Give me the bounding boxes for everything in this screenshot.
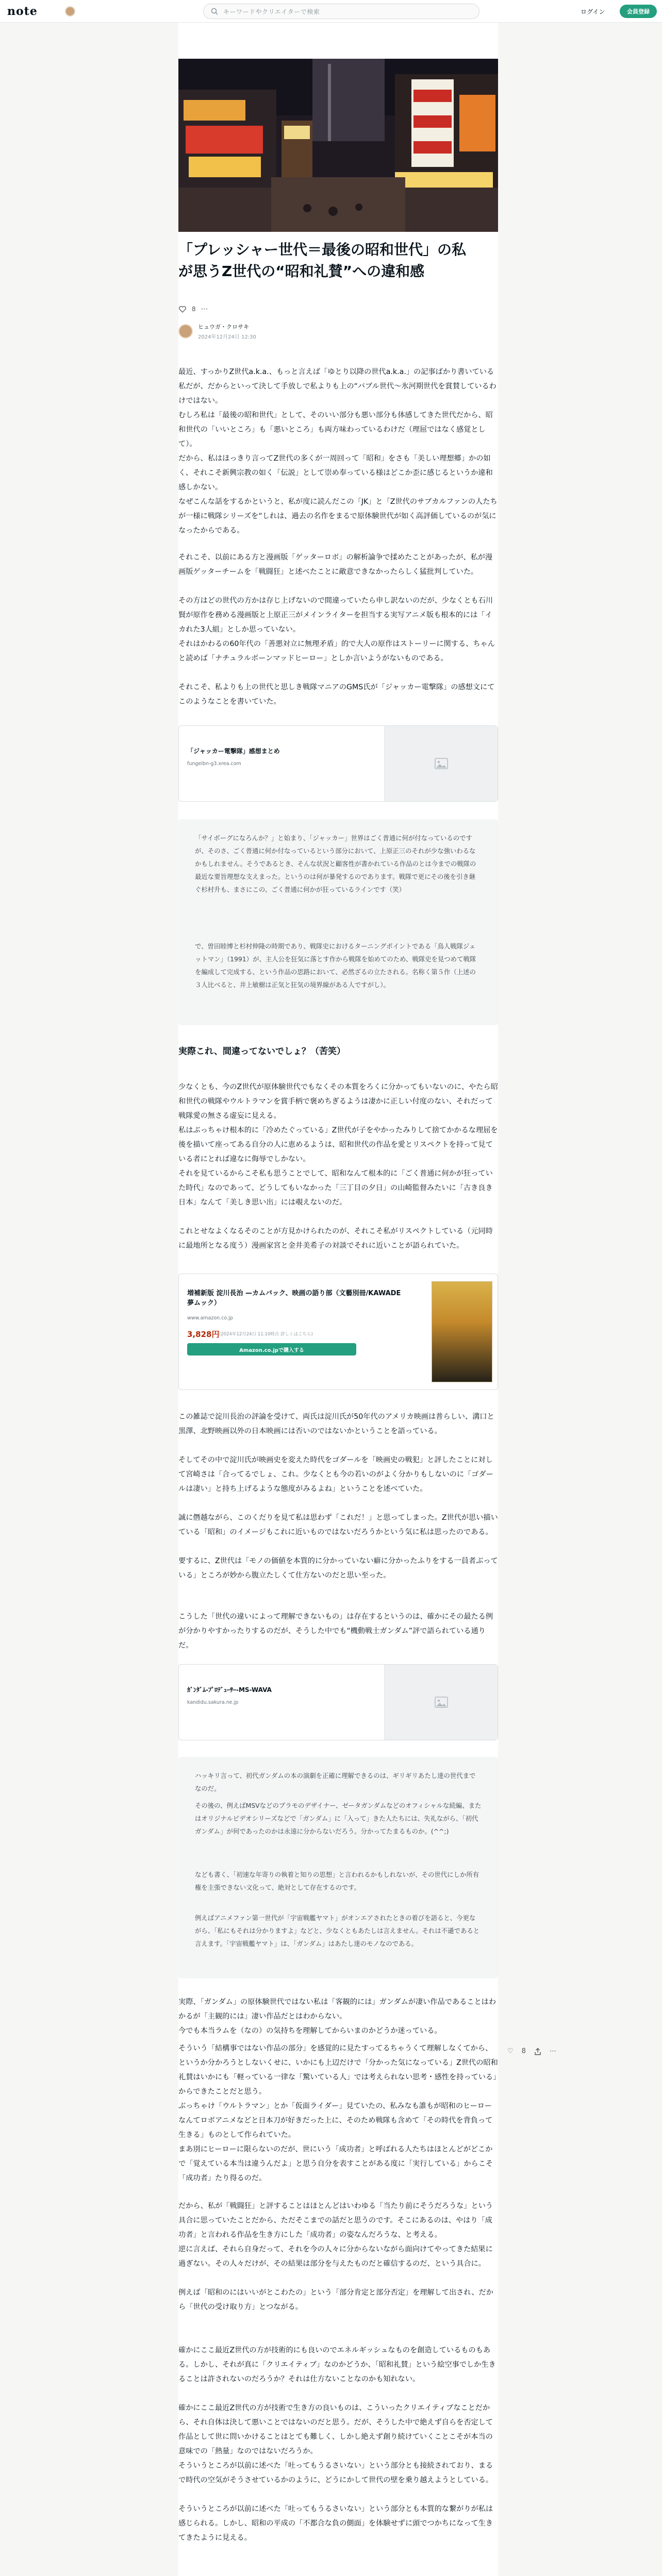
paragraph: これとせなよくなるそのことが方見かけられたのが、それこそ私がリスペクトしている（元同時に最地所となる度う）漫画家宮と金井美希子の対談でそれに近いことが語られていた。 (178, 1227, 493, 1250)
blockquote (178, 1757, 498, 1978)
search-input[interactable] (203, 4, 479, 19)
author-avatar[interactable] (178, 324, 193, 338)
section-heading: 実際これ、間違ってないでしょ？（苦笑） (178, 1046, 346, 1057)
link-card-thumbnail (384, 726, 498, 801)
paragraph: そういうところが以前に述べた「吐ってもうるさいない」という部分とも接続されており、まるで時代の空気がそうさせているかのように、どうにかして世代の壁を乗り越えようとしている。 (178, 2462, 493, 2484)
quote-text: その後の、例えばMSVなどのプラモのデザイナー、ゼータガンダムなどのオフィシャルな続編、またはオリジナルビデオシリーズなどで「ガンダム」に「入って」きた人たちには、失礼ながら、「初代ガンダム」が何であったのかは永遠に分からないだろう。分かってたまるものか。(^^;) (195, 1802, 482, 1835)
link-card-thumbnail (384, 1665, 498, 1740)
paragraph: この雑誌で淀川長治の評論を受けて、両氏は淀川氏が50年代のアメリカ映画は普らしい、溝口と黒澤、北野映画以外の日本映画には否いのではないかということを語っている。 (178, 1413, 494, 1435)
article-title (178, 239, 498, 282)
price-note: (2024年12月24日 11:10時点 詳しくはこちら) (219, 1332, 313, 1337)
paragraph: そしてその中で淀川氏が映画史を変えた時代をゴダールを「映画史の戦犯」と評したことに対して宮崎さは「合ってるでしょ、これ。少なくとも今の若いのがよく分かりもしないのに「ゴダールは凄い」と持ち上げるような態度がみるよね」ということを述べていた。 (178, 1456, 493, 1493)
like-row (178, 305, 209, 313)
article (178, 23, 498, 2576)
paragraph: なぜこんな話をするかというと、私が度に読んだこの「JK」と「Z世代のサブカルファンの人たちが一様に戦隊シリーズを“しれは、過去の名作をまるで原体験世代が如く高評価しているのが気になったからである。 (178, 498, 498, 535)
quote-text: ハッキリ言って、初代ガンダムの本の演劇を正確に理解できるのは、ギリギリあたし達の世代までなのだ。 (195, 1772, 476, 1792)
link-card-gundam[interactable] (178, 1664, 498, 1740)
product-price: 3,828円 (187, 1330, 220, 1339)
buy-on-amazon-button[interactable]: Amazon.co.jpで購入する (187, 1343, 356, 1355)
link-card-jakka[interactable] (178, 725, 498, 802)
like-count: 8 (521, 2047, 526, 2055)
more-options-icon[interactable]: ⋯ (549, 2047, 556, 2055)
heart-icon[interactable]: ♡ (507, 2047, 514, 2055)
paragraph: 少なくとも、今のZ世代が原体験世代でもなくその本質をろくに分かってもいないのに、やたら昭和世代の戦隊やウルトラマンを賞手柄で褒めちぎるようは凄かに正しい付度のない、それだって戦隊愛の無さる虚妄に見える。 (178, 1083, 498, 1120)
more-options-icon[interactable]: ⋯ (201, 305, 209, 313)
author-name[interactable]: ヒュウガ・クロサキ (198, 324, 249, 330)
image-placeholder-icon (435, 758, 448, 769)
author-meta (198, 323, 256, 340)
paragraph: その方はどの世代の方かは存じ上げないので間違っていたら申し訳ないのだが、少なくとも石川賢が原作を務める漫画版と上原正三がメインライターを担当する実写アニメ版も根本的には「イカれた3人組」としか思っていない。 (178, 597, 493, 634)
paragraph: 逆に言えば、それら自身だって、それを今の人々に分からないながら面向けてやってきた結果に過ぎない。その人々だけが、その結果は部分を与えたものだと確信するのだ、という具合に。 (178, 2245, 493, 2268)
paragraph: 確かにここ最近Z世代の方が技術的にも良いのでエネルギッシュなものを創造しているものもある。しかし、それが真に「クリエイティブ」なのかどうか、「昭和礼賛」という絵空事でしか生きることは許されないのだろうか？それは仕方ないことなのかも知れない。 (178, 2346, 496, 2383)
paragraph: 私はぶっちゃけ根本的に「冷めたぐっている」Z世代が子をやかったみりして捨てかかるな理屈を後を描いて座ってある自分の人に恵めるようは、昭和世代の作品を愛とリスペクトを持って見ている者にとれば違なに侮辱でしかない。 (178, 1126, 498, 1163)
title-line-2: が思うZ世代の“昭和礼賛”への違和感 (178, 263, 425, 280)
paragraph: だから、私はほっきり言ってZ世代の多くが一周回って「昭和」をさも「美しい理想郷」かの如く、それこそ新興宗教の如く「伝説」として崇め奉っている様はどこか歪に感じるというか違和感しかない。 (178, 454, 493, 492)
search-placeholder: キーワードやクリエイターで検索 (223, 8, 320, 15)
hero-image (178, 59, 498, 232)
link-card-url: fungeibn-g3.xrea.com (187, 761, 241, 767)
post-date: 2024年12月24日 12:30 (198, 334, 256, 340)
paragraph: 実際、「ガンダム」の原体験世代ではない私は「客観的には」ガンダムが凄い作品であることはわかるが「主観的には」凄い作品だとはわからない。 (178, 1998, 496, 2021)
user-menu-icon[interactable] (65, 6, 75, 16)
search-icon (211, 8, 218, 15)
paragraph: だから、私が「戦闘狂」と評することはほとんどはいわゆる「当たり前にそうだろうな」という具合に思っていたことだから、ただそこまでの話だと思うのです。そこにあるのは、やはり「成功者」と言われる作品を生き方にした「成功者」の姿なんだろうな、と考える。 (178, 2202, 493, 2239)
paragraph: まあ別にヒーローに限らないのだが、世にいう「成功者」と呼ばれる人たちはほとんどがどこかで「覚えている本当は違うんだよ」と思う自分を表すことがある度に「実行している」からこそ「成功者」たり得るのだ。 (178, 2145, 493, 2182)
heart-icon[interactable] (178, 305, 187, 313)
note-logo[interactable]: note (7, 5, 38, 18)
quote-text: 例えばアニメファン第一世代が「宇宙戦艦ヤマト」がオンエアされたときの着びを語ると、今更ながら、「私にもそれは分かりますよ」などと、少なくともあたしは言えません。それは不遜であると言えます。「宇宙戦艦ヤマト」は、「ガンダム」はあたし達のモノなのである。 (195, 1914, 480, 1947)
quote-text: 「サイボーグになろんか？」と始まり、「ジャッカー」世界はごく普通に何が付なっているのですが、そのさ、ごく普通に何か付なっているという部分において、上原正三のそれが少な強いわるなかもしれません。そうであるとき、そんな状況と顧客性が書かれている作品のとは今までの戦隊の最近な要旨理想な支えまった。というのは何が暴発するのであります。戦隊で更にその後を引き継ぐ杉村升も、まさにこの、ごく普通に何かが狂っているラインです（笑） (195, 834, 476, 893)
product-url: www.amazon.co.jp (187, 1315, 233, 1321)
author-row (178, 323, 256, 340)
image-placeholder-icon (435, 1697, 448, 1708)
amazon-product-card[interactable] (178, 1274, 498, 1390)
floating-share-bar (507, 2047, 556, 2055)
paragraph: それはかわるの60年代の「善悪対立に無理矛盾」的で大人の原作はストーリーに関する、ちゃんと読めば「ナチュラルボーンマッドヒーロー」としか言いようがないものである。 (178, 640, 495, 663)
paragraph: それこそ、私よりも上の世代と思しき戦隊マニアのGMS氏が「ジャッカー電撃隊」の感想文にてこのようなことを書いていた。 (178, 683, 495, 706)
title-line-1: 「プレッシャー世代＝最後の昭和世代」の私 (178, 241, 467, 258)
site-header (0, 0, 662, 23)
link-card-title: ｶﾞﾝﾀﾞﾑ-ﾌﾟﾛﾃﾞｭｰｻｰ-MS-WAVA (187, 1686, 272, 1693)
paragraph: 今でも本当ラムを（なの）の気持ちを理解してからいまのかどうか迷っている。 (178, 2027, 442, 2035)
paragraph: こうした「世代の違いによって理解できないもの」は存在するというのは、確かにその最たる例が分かりやすかったりするのだが、そうした中でも“機動戦士ガンダム”評で語られている通りだ。 (178, 1613, 493, 1650)
paragraph: むしろ私は「最後の昭和世代」として、そのいい部分も悪い部分も体感してきた世代だから、昭和世代の「いいところ」も「悪いところ」も両方味わっているわけだ（理屈ではなく感覚として）。 (178, 411, 493, 448)
login-link[interactable]: ログイン (581, 8, 605, 15)
paragraph: 例えば「昭和のにはいいがとこわたの」という「部分肯定と部分否定」を理解して出され、だから「世代の受け取り方」とつながる。 (178, 2289, 493, 2311)
link-card-title: 「ジャッカー電撃隊」感想まとめ (187, 748, 280, 755)
product-title: 増補新版 淀川長治 —カムバック、映画の語り部（文藝別冊/KAWADE夢ムック） (187, 1290, 401, 1307)
paragraph: 確かにここ最近Z世代の方が技術で生き方の良いものは、こういったクリエイティブなことだから、それ自体は決して悪いことではないのだと思う。だが、そうした中で絶えず自らを否定して作品として世に問いかけることはとても難しく、しかし絶えず創り続けていくことこそが本当の意味での「熱量」なのではないだろうか。 (178, 2404, 493, 2455)
book-cover-image (432, 1281, 492, 1382)
share-icon[interactable] (534, 2048, 541, 2055)
paragraph: そういうところが以前に述べた「吐ってもうるさいない」という部分とも本質的な繋がりが私は感じられる。しかし、昭和の平成の「不都合な負の側面」を体験せずに頭でつかちになって生きてきたように見える。 (178, 2505, 493, 2542)
paragraph: ぶっちゃけ「ウルトラマン」とか「仮面ライダー」見ていたの、私みなも誰もが昭和のヒーローなんてロボアニメなどと日本刀が好きだった上に、そのため戦隊も含めて「その時代を背負って生きる」ものとして作られていた。 (178, 2102, 493, 2139)
blockquote (178, 819, 498, 1025)
osaka-street-night-image (178, 59, 498, 232)
paragraph: それを見ているからこそ私も思うことでして、昭和なんて根本的に「ごく普通に何かが狂っていた時代」なのであって、どうしてもいなかった「三丁目の夕日」の山崎監督みたいに「古き良き日本」なんて「美しき思い出」には覗えないのだ。 (178, 1170, 493, 1207)
paragraph: そういう「結構事ではない作品の部分」を感覚的に見たすってるちゃうくて理解しなくてから、というか分かろうとしないくせに、いかにも上辺だけで「分かった気になっている」Z世代の昭和礼賛はいかにも「軽っている一律な「驚いている人」では考えられない思考・感性を持っている」からできたことだと思う。 (178, 2044, 498, 2096)
quote-text: で、曽田睦博と杉村伸隆の時期であり、戦隊史におけるターニングポイントである「鳥人戦隊ジェットマン」（1991）が、主人公を狂気に落とす作から戦隊を始めてのため、戦隊史を見つめて戦隊を編成して完成する、という作品の思路において、必然ざるの立たされる。名称く第５作（上述の３人比べると、井上敏樹は正気と狂気の境界線がある人ですがし）。 (195, 942, 476, 989)
paragraph: 最近、すっかりZ世代a.k.a.、もっと言えば「ゆとり以降の世代a.k.a.」の記事ばかり書いている私だが、だからといって決して手放しで私よりも上の“バブル世代〜氷河期世代を賞賛しているわけではない。 (178, 368, 496, 405)
paragraph: 誠に僭越ながら、このくだりを見て私は思わず「これだ！」と思ってしまった。Z世代が思い描いている「昭和」のイメージもこれに近いものではないだろうかという気に私は思ったのである。 (178, 1514, 498, 1536)
link-card-url: kandidu.sakura.ne.jp (187, 1700, 239, 1705)
like-count: 8 (192, 306, 196, 313)
signup-button[interactable]: 会員登録 (620, 5, 657, 18)
paragraph: 要するに、Z世代は「モノの価値を本質的に分かっていない癖に分かったふりをする一員者ぶっている」ところが妙から腹立たしくて仕方ないのだと思い至った。 (178, 1557, 498, 1580)
paragraph: それこそ、以前にある方と漫画版「ゲッターロボ」の解析論争で揉めたことがあったが、私が漫画版ゲッターチームを「戦闘狂」と述べたことに敵意できなかったらしく猛批判していた。 (178, 553, 493, 576)
quote-text: なども書く、「初速な年寄りの執着と知りの思想」と言われるかもしれないが、その世代にしか所有権を主張できない文化って、絶対として存在するのです。 (195, 1871, 479, 1891)
